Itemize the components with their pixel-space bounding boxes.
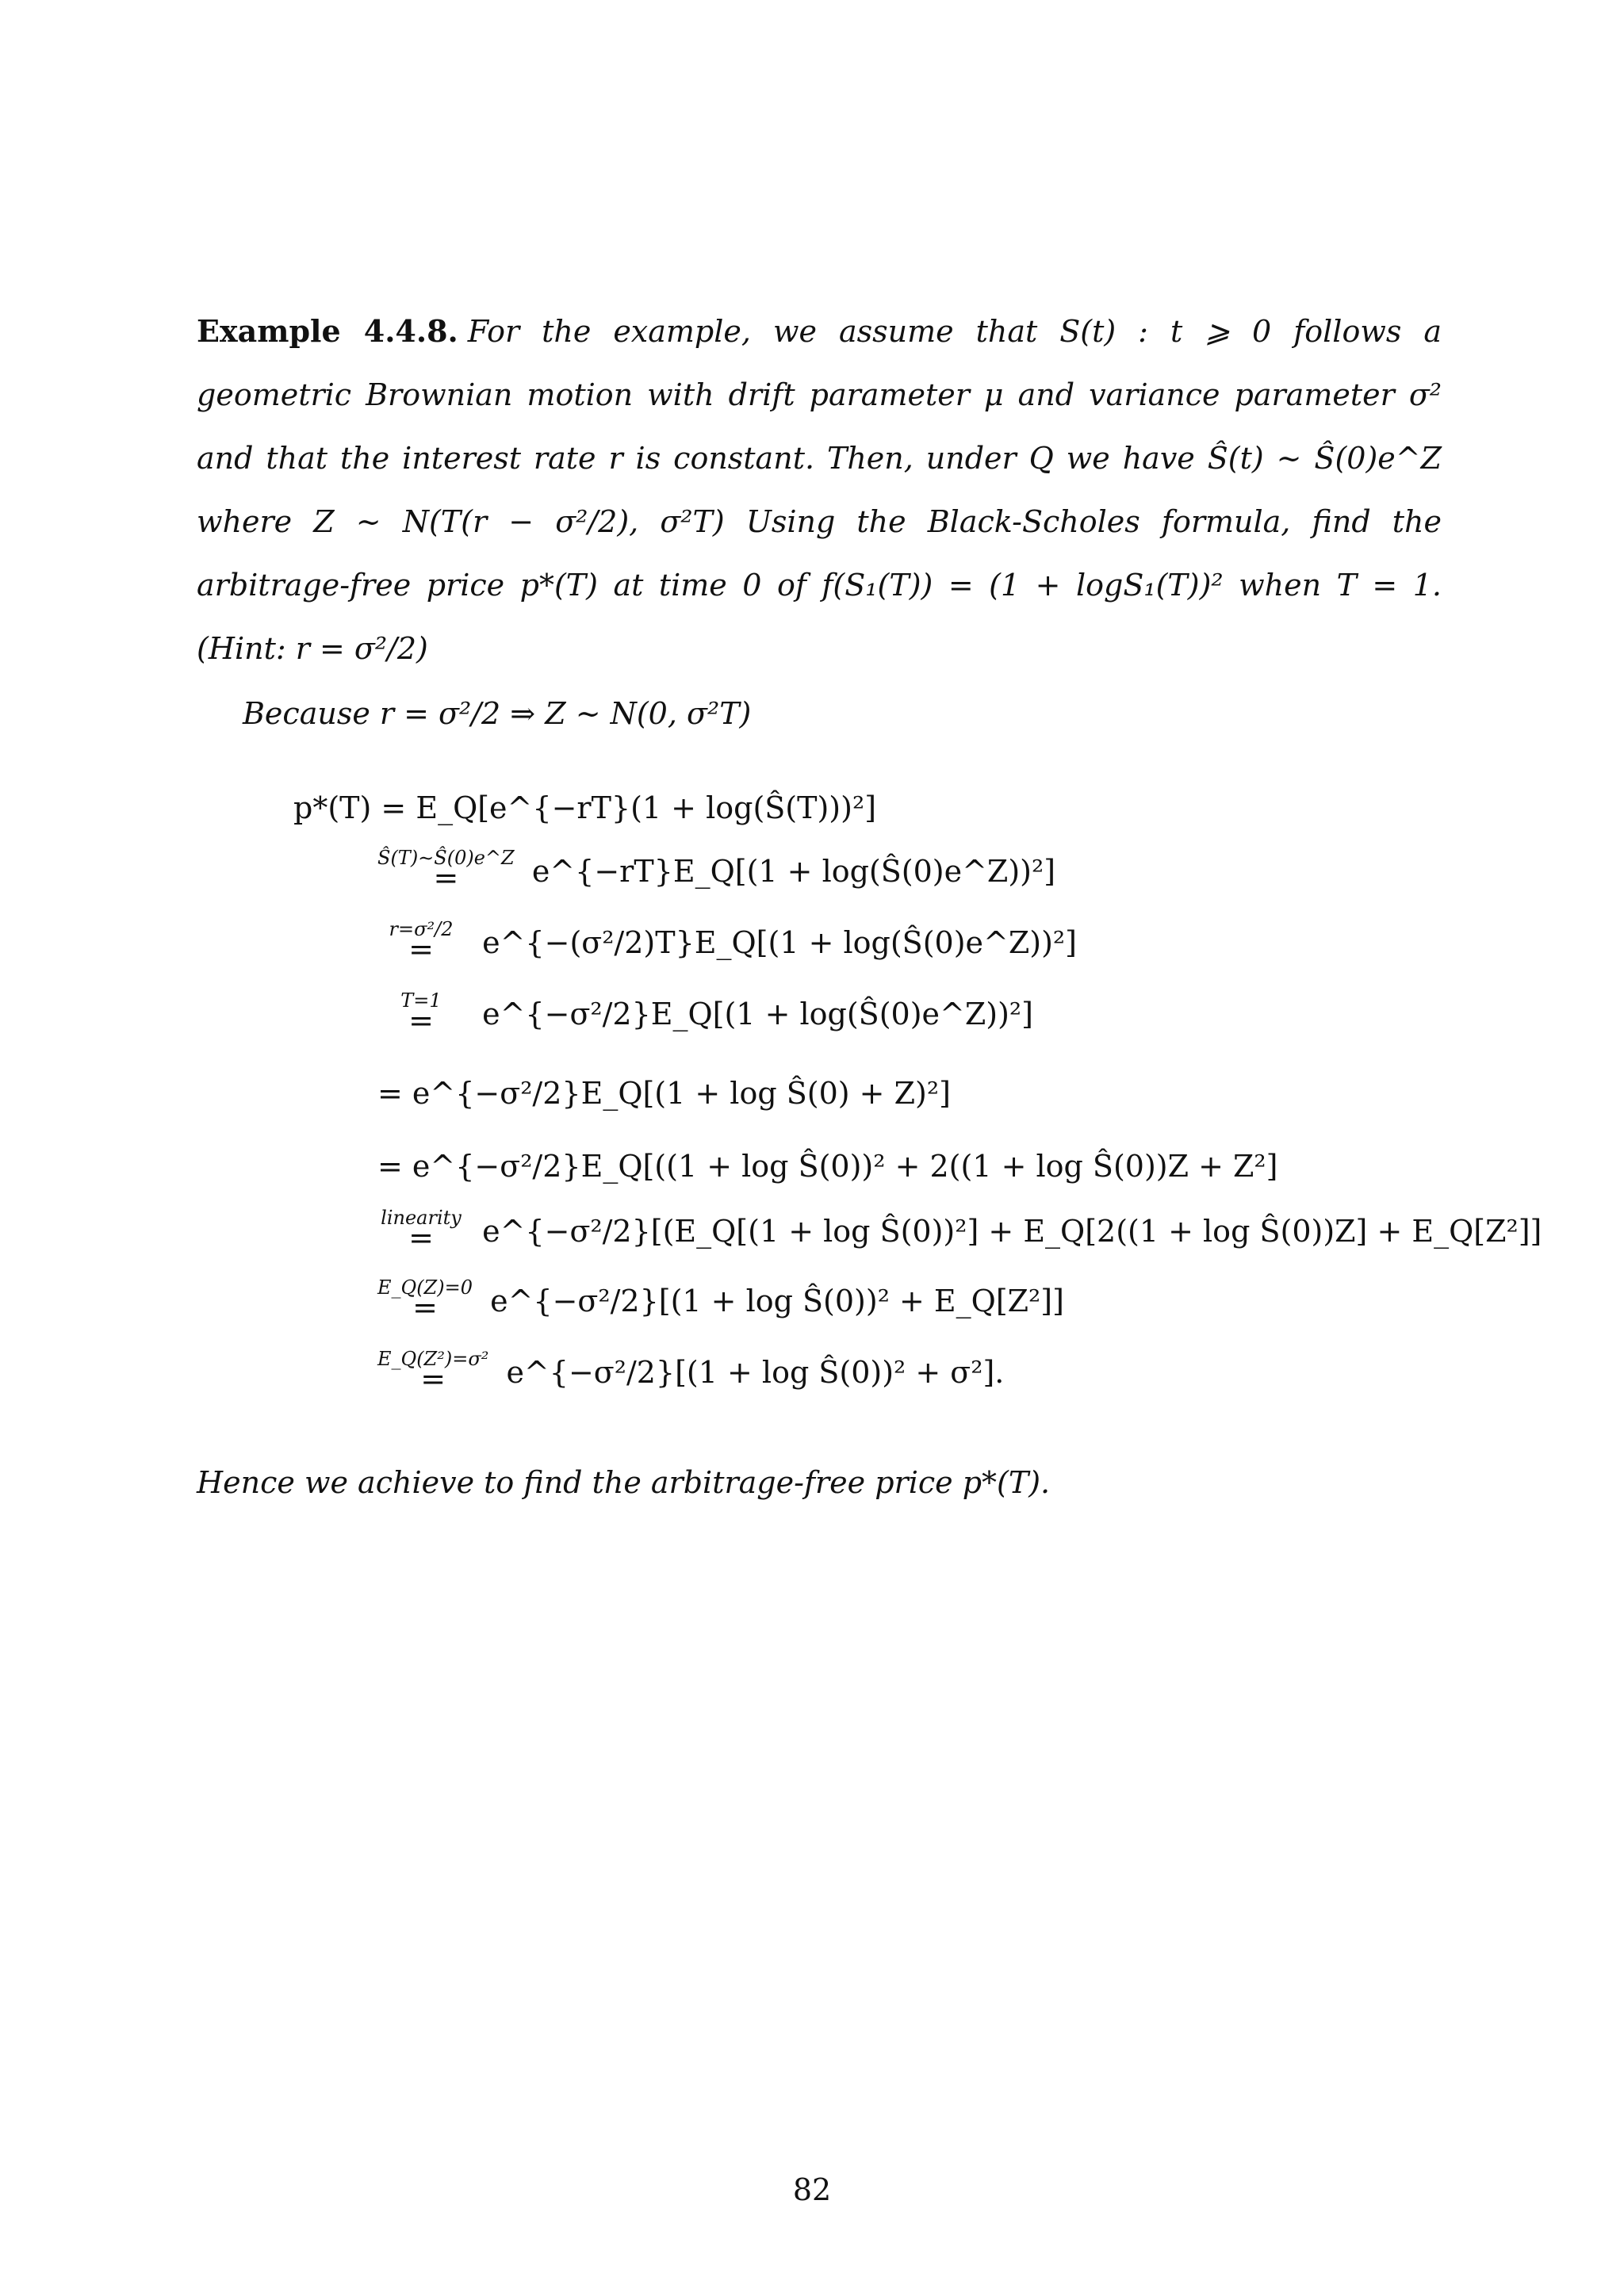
derivation-rhs: = e^{−σ²/2}E_Q[(1 + log Ŝ(0) + Z)²]	[377, 1076, 951, 1111]
derivation-rhs: = e^{−σ²/2}E_Q[((1 + log Ŝ(0))² + 2((1 + log Ŝ(0))Z + Z²]	[377, 1149, 1278, 1184]
derivation-row-7	[377, 1207, 1542, 1255]
derivation-row-1	[293, 788, 876, 828]
example-text: For the example, we assume that S(t) : t ⩾ 0 follows a geometric Brownian motion with drift parameter μ and variance parameter σ² and that the interest rate r is constant. Then, under Q we have Ŝ(t) ∼ Ŝ(0)e^Z where Z ∼ N(T(r − σ²/2), σ²T) Using the Black-Scholes formula, find the arbitrage-free price p*(T) at time 0 of f(S₁(T)) = (1 + logS₁(T))² when T = 1. (Hint: r = σ²/2)	[197, 314, 1442, 666]
derivation-rhs: e^{−σ²/2}E_Q[(1 + log(Ŝ(0)e^Z))²]	[482, 997, 1033, 1031]
derivation-rhs: e^{−σ²/2}[(1 + log Ŝ(0))² + σ²].	[506, 1355, 1005, 1390]
equals-sign: =	[408, 1220, 434, 1255]
example-paragraph	[197, 300, 1442, 680]
equality-note: E_Q(Z²)=σ²	[377, 1348, 489, 1370]
equals-sign: =	[420, 1361, 446, 1396]
page-number: 82	[792, 2172, 832, 2207]
derivation-row-2	[377, 847, 1056, 895]
derivation-row-6	[377, 1146, 1277, 1186]
equals-sign: =	[412, 1290, 438, 1325]
equality-note: T=1	[400, 989, 442, 1012]
equality-with-note	[377, 1276, 473, 1325]
derivation-row-4	[377, 989, 1033, 1038]
derivation-row-9	[377, 1348, 1005, 1396]
equality-note: linearity	[381, 1207, 462, 1229]
example-heading: Example 4.4.8.	[197, 313, 458, 349]
derivation-row-8	[377, 1276, 1064, 1325]
derivation-rhs: E_Q[e^{−rT}(1 + log(Ŝ(T)))²]	[416, 790, 877, 825]
equality-with-note	[377, 1348, 489, 1396]
conclusion-line: Hence we achieve to find the arbitrage-free price p*(T).	[197, 1465, 1051, 1500]
equality-with-note	[377, 1207, 465, 1255]
equality-note: Ŝ(T)∼Ŝ(0)e^Z	[377, 847, 515, 869]
equals-sign: =	[433, 860, 459, 895]
equals-sign: =	[408, 1003, 434, 1038]
because-line: Because r = σ²/2 ⇒ Z ∼ N(0, σ²T)	[243, 696, 752, 731]
derivation-rhs: e^{−(σ²/2)T}E_Q[(1 + log(Ŝ(0)e^Z))²]	[482, 925, 1077, 960]
equality-note: E_Q(Z)=0	[377, 1276, 473, 1299]
equality-note: r=σ²/2	[389, 918, 454, 940]
derivation-row-3	[377, 918, 1077, 966]
derivation-row-5	[377, 1073, 951, 1113]
derivation-rhs: e^{−σ²/2}[(1 + log Ŝ(0))² + E_Q[Z²]]	[490, 1284, 1064, 1318]
derivation-rhs: e^{−σ²/2}[(E_Q[(1 + log Ŝ(0))²] + E_Q[2((1 + log Ŝ(0))Z] + E_Q[Z²]]	[482, 1214, 1542, 1249]
equality-with-note	[377, 918, 465, 966]
derivation-lhs: p*(T) =	[293, 790, 407, 825]
equality-with-note	[377, 989, 465, 1038]
equality-with-note	[377, 847, 515, 895]
derivation-rhs: e^{−rT}E_Q[(1 + log(Ŝ(0)e^Z))²]	[531, 854, 1056, 889]
equals-sign: =	[408, 932, 434, 966]
